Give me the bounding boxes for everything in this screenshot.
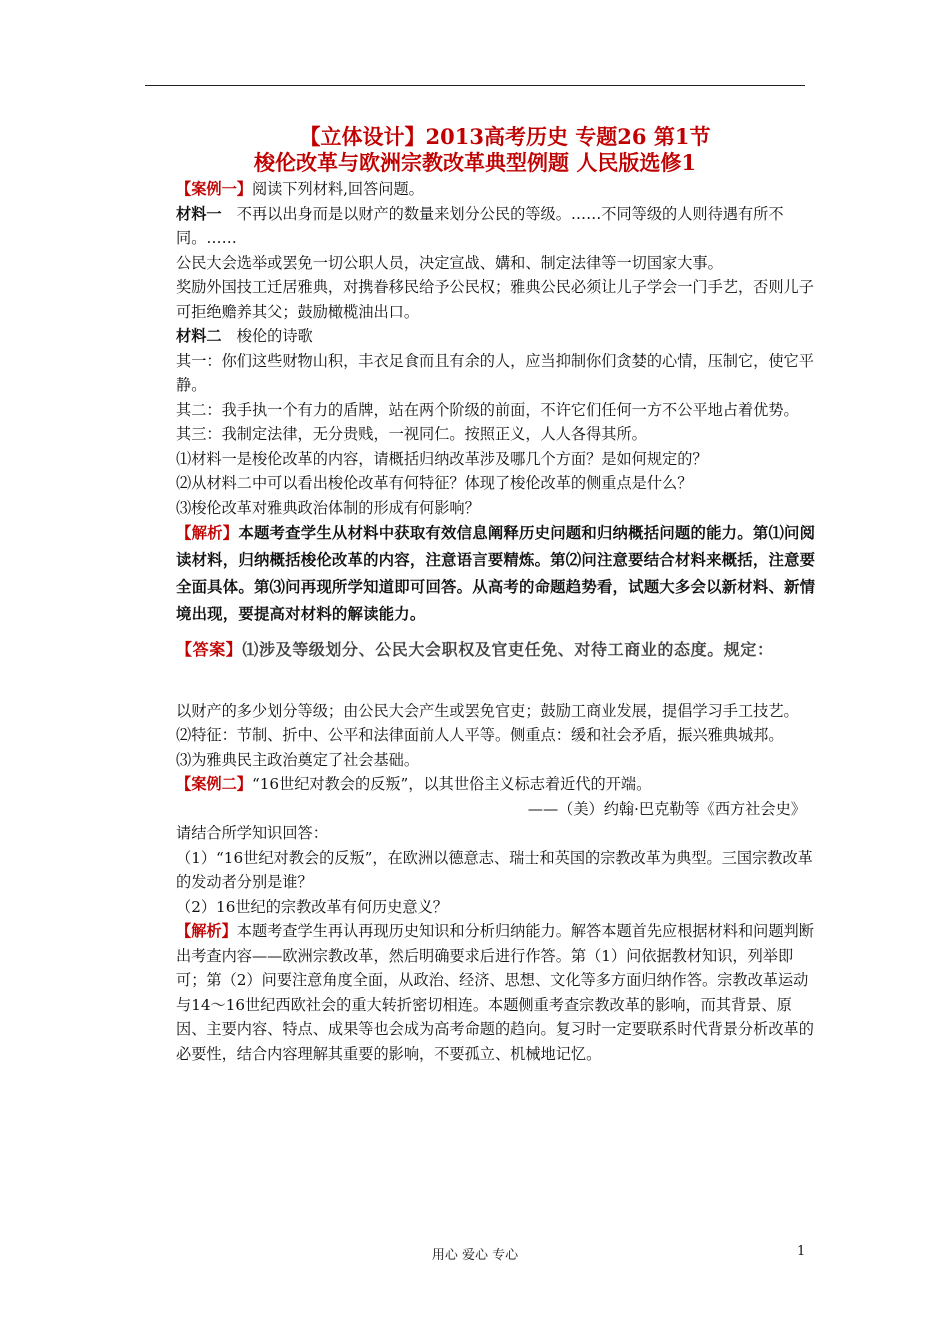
material-2-label: 材料二	[176, 327, 222, 345]
question-3: ⑶梭伦改革对雅典政治体制的形成有何影响？	[176, 498, 480, 517]
material-1: 材料一 不再以出身而是以财产的数量来划分公民的等级。……不同等级的人则待遇有所不同。……	[176, 204, 784, 247]
poem-3: 其三：我制定法律，无分贵贱，一视同仁。按照正义，人人各得其所。	[176, 425, 647, 443]
document-title-line-2: 梭伦改革与欧洲宗教改革典型例题 人民版选修1	[254, 150, 696, 175]
analysis-tag: 【解析】	[176, 524, 239, 542]
question-1: ⑴材料一是梭伦改革的内容，请概括归纳改革涉及哪几个方面？是如何规定的？	[176, 449, 708, 468]
document-body	[176, 177, 816, 1066]
case2-question-2: （2）16世纪的宗教改革有何历史意义？	[176, 897, 448, 916]
material-2: 材料二 梭伦的诗歌	[176, 327, 313, 345]
answer-1-continued: 以财产的多少划分等级；由公民大会产生或罢免官吏；鼓励工商业发展，提倡学习手工技艺。	[176, 701, 799, 720]
case2-tag: 【案例二】	[176, 775, 252, 793]
case2-prompt: 请结合所学知识回答：	[176, 824, 328, 842]
case2-question-1: （1）“16世纪对教会的反叛”，在欧洲以德意志、瑞士和英国的宗教改革为典型。三国宗教改革的发动者分别是谁？	[176, 848, 813, 891]
case2-analysis-tag: 【解析】	[176, 922, 237, 940]
footer-motto: 用心 爱心 专心	[431, 1248, 519, 1263]
case1-answer: 【答案】⑴涉及等级划分、公民大会职权及官吏任免、对待工商业的态度。规定：	[176, 640, 774, 659]
header-rule	[145, 85, 805, 86]
material-1-line-3: 奖励外国技工迁居雅典，对携眷移民给予公民权；雅典公民必须让儿子学会一门手艺，否则儿子可拒绝赡养其父；鼓励橄榄油出口。	[176, 278, 814, 321]
case1-analysis: 【解析】本题考查学生从材料中获取有效信息阐释历史问题和归纳概括问题的能力。第⑴问阅读材料，归纳概括梭伦改革的内容，注意语言要精炼。第⑵问注意要结合材料来概括，注意要全面具体。第⑶问再现所学知道即可回答。从高考的命题趋势看，试题大多会以新材料、新情境出现，要提高对材料的解读能力。	[176, 524, 816, 623]
poem-2: 其二：我手执一个有力的盾牌，站在两个阶级的前面，不许它们任何一方不公平地占着优势。	[176, 400, 799, 419]
page-number: 1	[797, 1244, 806, 1259]
case1-tag: 【案例一】	[176, 180, 252, 198]
answer-2: ⑵特征：节制、折中、公平和法律面前人人平等。侧重点：缓和社会矛盾，振兴雅典城邦。	[176, 726, 784, 744]
case2-intro: 【案例二】“16世纪对教会的反叛”，以其世俗主义标志着近代的开端。	[176, 775, 652, 793]
material-1-line-2: 公民大会选举或罢免一切公职人员，决定宣战、媾和、制定法律等一切国家大事。	[176, 253, 723, 272]
document-title-line-1: 【立体设计】2013高考历史 专题26 第1节	[299, 124, 711, 149]
answer-3: ⑶为雅典民主政治奠定了社会基础。	[176, 750, 419, 769]
case2-analysis: 【解析】本题考查学生再认再现历史知识和分析归纳能力。解答本题首先应根据材料和问题判断出考查内容——欧洲宗教改革，然后明确要求后进行作答。第（1）问依据教材知识，列举即可；第（2）问要注意角度全面，从政治、经济、思想、文化等多方面归纳作答。宗教改革运动与14～16世纪西欧社会的重大转折密切相连。本题侧重考查宗教改革的影响，而其背景、原因、主要内容、特点、成果等也会成为高考命题的趋向。复习时一定要联系时代背景分析改革的必要性，结合内容理解其重要的影响，不要孤立、机械地记忆。	[176, 922, 814, 1063]
blank-gap	[176, 663, 816, 699]
material-1-label: 材料一	[176, 204, 222, 223]
case1-intro: 【案例一】阅读下列材料,回答问题。	[176, 180, 424, 198]
answer-tag: 【答案】	[176, 640, 243, 659]
quote-source: ——（美）约翰·巴克勒等《西方社会史》	[527, 799, 806, 818]
question-2: ⑵从材料二中可以看出梭伦改革有何特征？体现了梭伦改革的侧重点是什么？	[176, 474, 693, 492]
poem-1: 其一：你们这些财物山积，丰衣足食而且有余的人，应当抑制你们贪婪的心情，压制它，使它平静。	[176, 351, 814, 394]
